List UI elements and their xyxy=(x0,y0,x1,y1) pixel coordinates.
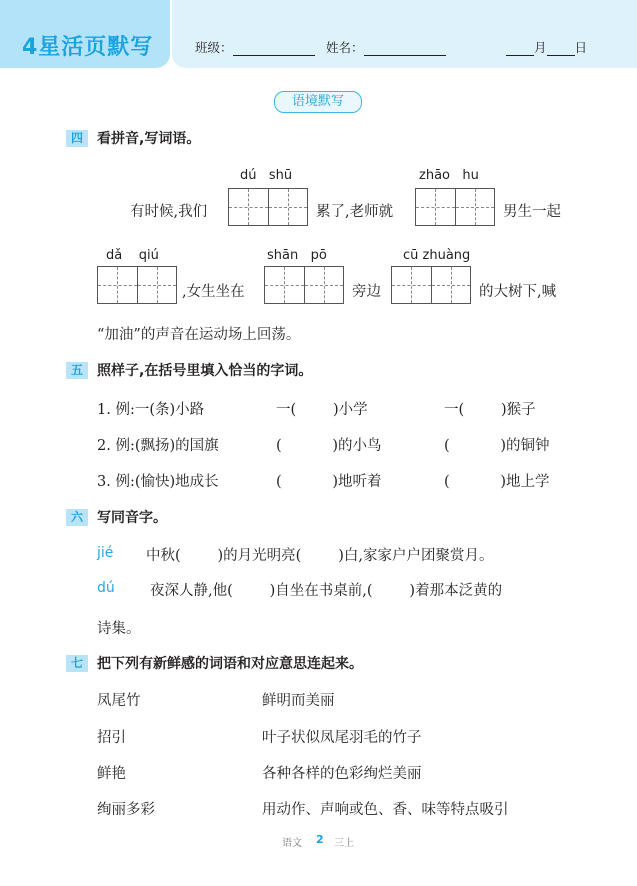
q4-line3: “加油”的声音在运动场上回荡。 xyxy=(97,327,301,343)
q4-line2-mid2: 旁边 xyxy=(352,284,381,300)
match-left-item[interactable]: 绚丽多彩 xyxy=(97,802,155,818)
pinyin-zhaohu: zhāo hu xyxy=(419,168,479,183)
brand-title: 4星活页默写 xyxy=(22,35,154,60)
footer-grade: 三上 xyxy=(334,838,354,849)
header-info-panel xyxy=(172,0,637,68)
pinyin-cuzhuang: cū zhuàng xyxy=(403,248,471,263)
section-tag: 语境默写 xyxy=(274,91,362,113)
name-input-line[interactable] xyxy=(364,41,446,56)
q5-row2-example: 2. 例:(飘扬)的国旗 xyxy=(97,438,219,454)
class-label: 班级： xyxy=(195,40,233,55)
q5-row1-blank-b[interactable]: 一( )猴子 xyxy=(444,402,536,418)
question-number-5: 五 xyxy=(66,362,88,379)
month-label: 月 xyxy=(534,40,547,55)
question-title-6: 写同音字。 xyxy=(97,510,167,526)
match-left-item[interactable]: 鲜艳 xyxy=(97,766,126,782)
q5-row2-blank-b[interactable]: ( )的铜钟 xyxy=(444,438,550,454)
writing-box-zhaohu[interactable] xyxy=(415,188,495,226)
q4-line1-pre: 有时候,我们 xyxy=(130,204,208,220)
match-right-item[interactable]: 叶子状似凤尾羽毛的竹子 xyxy=(262,730,422,746)
q5-row1-blank-a[interactable]: 一( )小学 xyxy=(276,402,368,418)
pinyin-shanpo: shān pō xyxy=(267,248,327,263)
question-title-7: 把下列有新鲜感的词语和对应意思连起来。 xyxy=(97,656,363,672)
q5-row2-blank-a[interactable]: ( )的小鸟 xyxy=(276,438,382,454)
day-label: 日 xyxy=(574,40,588,55)
match-right-item[interactable]: 各种各样的色彩绚烂美丽 xyxy=(262,766,422,782)
class-input-line[interactable] xyxy=(233,41,315,56)
pinyin-daqiu: dǎ qiú xyxy=(106,248,159,263)
q6-pinyin-du: dú xyxy=(97,580,115,596)
pinyin-dushu: dú shū xyxy=(240,168,293,183)
writing-box-daqiu[interactable] xyxy=(97,266,177,304)
q4-line2-mid1: ,女生坐在 xyxy=(182,284,245,300)
writing-box-cuzhuang[interactable] xyxy=(391,266,471,304)
q5-row3-blank-b[interactable]: ( )地上学 xyxy=(444,474,550,490)
question-title-5: 照样子,在括号里填入恰当的字词。 xyxy=(97,363,313,379)
match-right-item[interactable]: 鲜明而美丽 xyxy=(262,693,335,709)
page-number: 2 xyxy=(316,833,324,846)
question-number-4: 四 xyxy=(66,130,88,147)
match-right-item[interactable]: 用动作、声响或色、香、味等特点吸引 xyxy=(262,802,509,818)
match-left-item[interactable]: 凤尾竹 xyxy=(97,693,141,709)
q5-row3-example: 3. 例:(愉快)地成长 xyxy=(97,474,219,490)
date-field xyxy=(506,38,587,56)
q4-line1-post: 男生一起 xyxy=(503,204,561,220)
q6-sentence-2-cont: 诗集。 xyxy=(97,621,141,637)
question-title-4: 看拼音,写词语。 xyxy=(97,131,201,147)
match-left-item[interactable]: 招引 xyxy=(97,730,126,746)
question-number-6: 六 xyxy=(66,509,88,526)
day-input-line[interactable] xyxy=(547,41,575,56)
footer-subject: 语文 xyxy=(282,838,302,849)
writing-box-shanpo[interactable] xyxy=(264,266,344,304)
class-field xyxy=(195,38,315,56)
q5-row3-blank-a[interactable]: ( )地听着 xyxy=(276,474,382,490)
q4-line2-post: 的大树下,喊 xyxy=(479,284,557,300)
writing-box-dushu[interactable] xyxy=(228,188,308,226)
q4-line1-mid: 累了,老师就 xyxy=(316,204,394,220)
q6-sentence-2[interactable]: 夜深人静,他( )自坐在书桌前,( )着那本泛黄的 xyxy=(150,583,503,599)
name-label: 姓名： xyxy=(326,40,364,55)
month-input-line[interactable] xyxy=(506,41,534,56)
question-number-7: 七 xyxy=(66,655,88,672)
q6-sentence-1[interactable]: 中秋( )的月光明亮( )白,家家户户团聚赏月。 xyxy=(146,548,494,564)
q6-pinyin-jie: jié xyxy=(97,545,114,561)
name-field xyxy=(326,38,446,56)
q5-row1-example: 1. 例:一(条)小路 xyxy=(97,402,205,418)
